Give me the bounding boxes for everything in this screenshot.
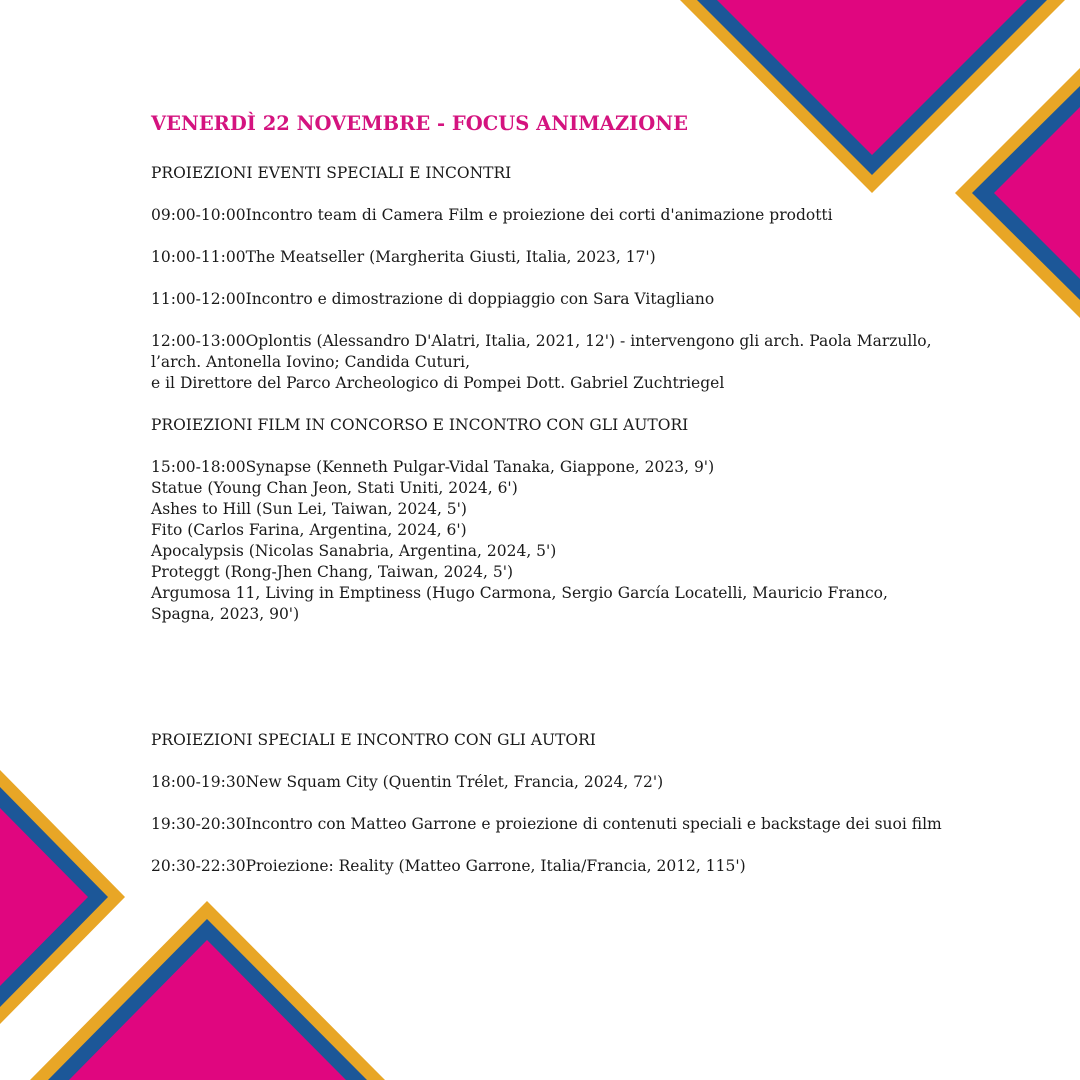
competition-film-list xyxy=(151,457,1051,625)
schedule-item xyxy=(151,772,1051,793)
schedule-item xyxy=(151,289,1051,310)
item-time: 15:00-18:00 xyxy=(151,458,246,476)
film-entry: Apocalypsis (Nicolas Sanabria, Argentina, 2024, 5') xyxy=(151,542,557,560)
section-heading-competition: PROIEZIONI FILM IN CONCORSO E INCONTRO CON GLI AUTORI xyxy=(151,416,689,434)
film-entry xyxy=(151,457,1051,478)
film-title: Synapse (Kenneth Pulgar-Vidal Tanaka, Giappone, 2023, 9') xyxy=(245,458,715,476)
film-entry: Spagna, 2023, 90') xyxy=(151,605,300,623)
spacer xyxy=(151,646,1051,730)
item-time: 19:30-20:30 xyxy=(151,815,246,833)
item-text: Oplontis (Alessandro D'Alatri, Italia, 2021, 12') - intervengono gli arch. Paola Marzullo, xyxy=(245,332,932,350)
item-time: 12:00-13:00 xyxy=(151,332,246,350)
item-time: 10:00-11:00 xyxy=(151,248,246,266)
item-line xyxy=(151,331,1051,352)
schedule-item xyxy=(151,205,1051,226)
item-text: Incontro team di Camera Film e proiezione dei corti d'animazione prodotti xyxy=(245,206,833,224)
item-text: Incontro e dimostrazione di doppiaggio con Sara Vitagliano xyxy=(245,290,715,308)
schedule xyxy=(151,110,1051,898)
item-time: 09:00-10:00 xyxy=(151,206,246,224)
schedule-item xyxy=(151,247,1051,268)
section-heading-special-events: PROIEZIONI EVENTI SPECIALI E INCONTRI xyxy=(151,164,512,182)
film-entry: Ashes to Hill (Sun Lei, Taiwan, 2024, 5') xyxy=(151,500,467,518)
item-line: l’arch. Antonella Iovino; Candida Cuturi, xyxy=(151,353,471,371)
schedule-item xyxy=(151,856,1051,877)
film-entry: Proteggt (Rong-Jhen Chang, Taiwan, 2024, 5') xyxy=(151,563,514,581)
item-text: Proiezione: Reality (Matteo Garrone, Italia/Francia, 2012, 115') xyxy=(245,857,746,875)
item-text: New Squam City (Quentin Trélet, Francia, 2024, 72') xyxy=(245,773,664,791)
film-entry: Fito (Carlos Farina, Argentina, 2024, 6') xyxy=(151,521,467,539)
item-line: e il Direttore del Parco Archeologico di Pompei Dott. Gabriel Zuchtriegel xyxy=(151,374,725,392)
section-heading-special-screenings: PROIEZIONI SPECIALI E INCONTRO CON GLI AUTORI xyxy=(151,731,596,749)
item-text: The Meatseller (Margherita Giusti, Italia, 2023, 17') xyxy=(245,248,656,266)
film-entry: Statue (Young Chan Jeon, Stati Uniti, 2024, 6') xyxy=(151,479,518,497)
item-time: 18:00-19:30 xyxy=(151,773,246,791)
page-title: VENERDÌ 22 NOVEMBRE - FOCUS ANIMAZIONE xyxy=(151,112,688,135)
item-time: 20:30-22:30 xyxy=(151,857,246,875)
schedule-item xyxy=(151,814,1051,835)
film-entry: Argumosa 11, Living in Emptiness (Hugo Carmona, Sergio García Locatelli, Mauricio Franco, xyxy=(151,584,888,602)
item-text: Incontro con Matteo Garrone e proiezione di contenuti speciali e backstage dei suoi film xyxy=(245,815,942,833)
schedule-item xyxy=(151,331,1051,394)
item-time: 11:00-12:00 xyxy=(151,290,246,308)
